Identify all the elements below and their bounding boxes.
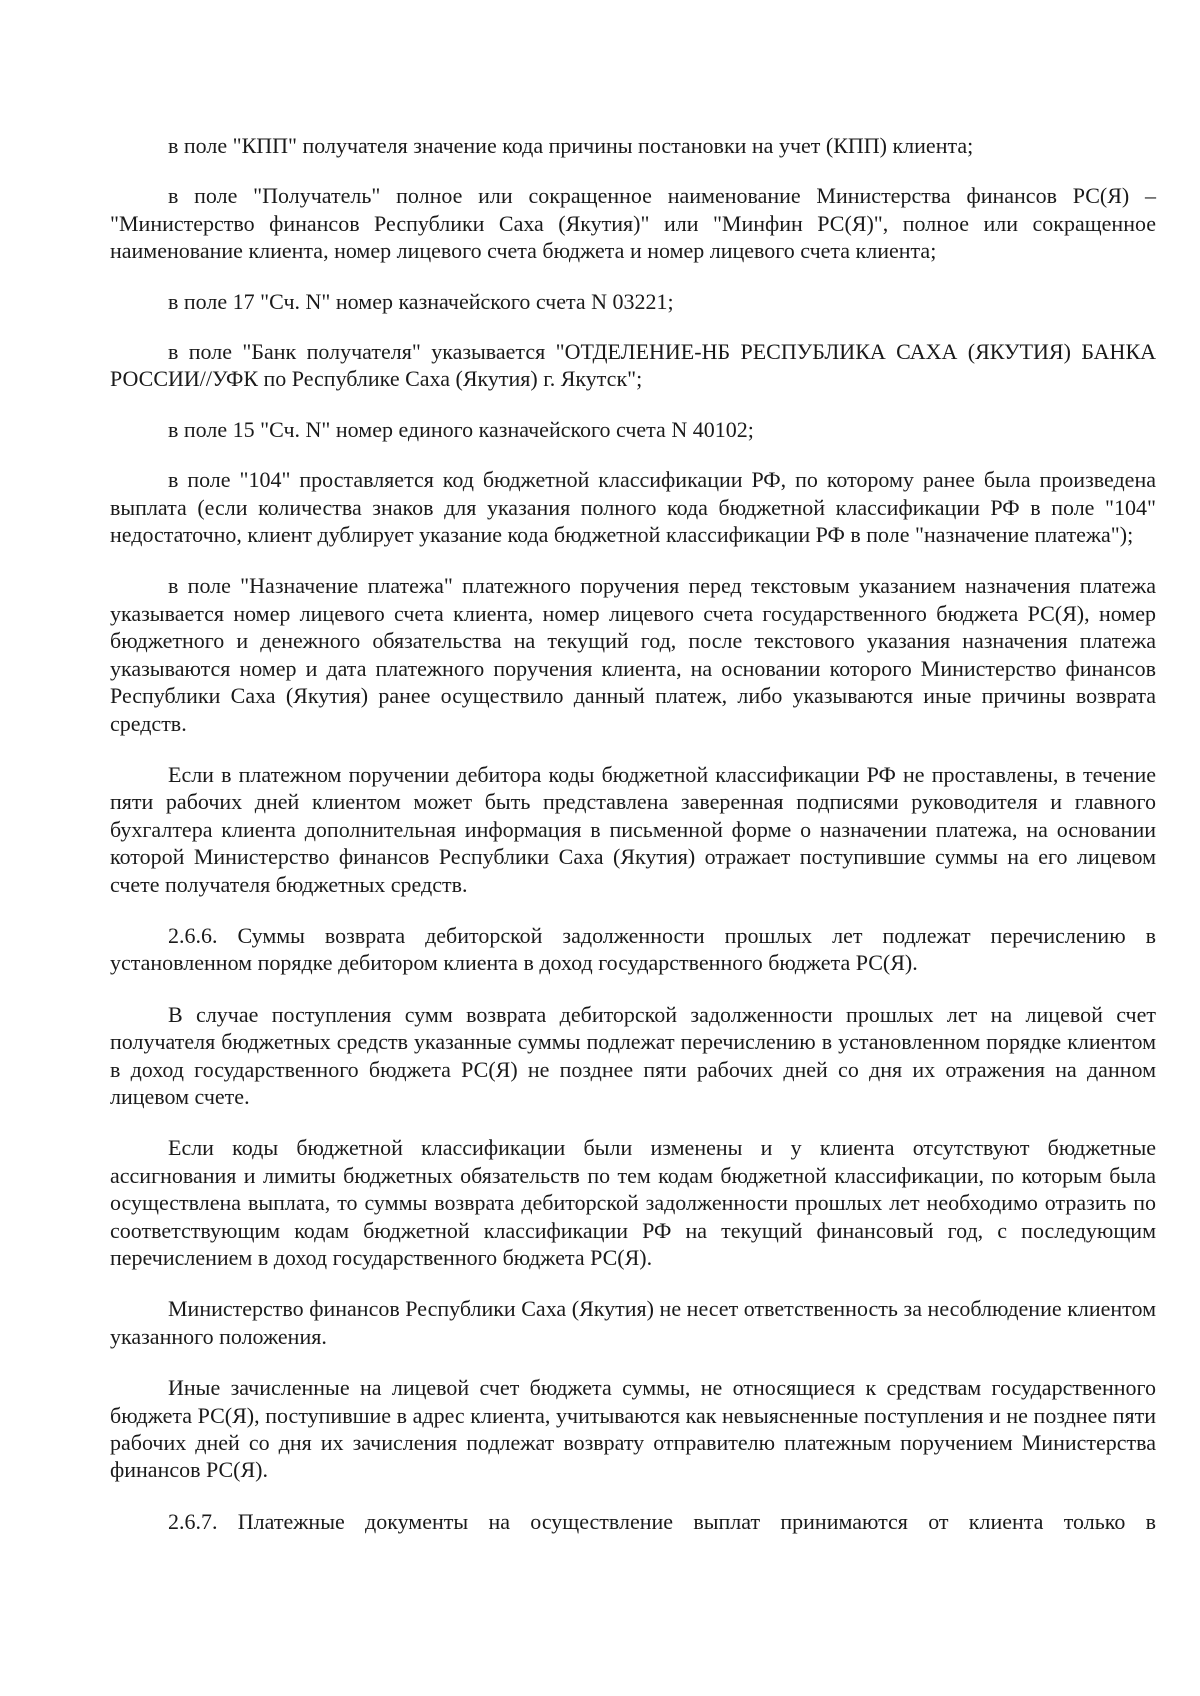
paragraph-field-104: в поле "104" проставляется код бюджетной классификации РФ, по которому ранее была произведена выплата (если количества знаков для указания полного кода бюджетной классификации РФ в поле "104" недостаточно, клиент дублирует указание кода бюджетной классификации РФ в поле "назначение платежа"); — [110, 467, 1156, 548]
paragraph-recipient-bank: в поле "Банк получателя" указывается "ОТДЕЛЕНИЕ-НБ РЕСПУБЛИКА САХА (ЯКУТИЯ) БАНКА РОССИИ//УФК по Республике Саха (Якутия) г. Якутск"; — [110, 339, 1156, 392]
paragraph-responsibility: Министерство финансов Республики Саха (Якутия) не несет ответственность за несоблюдение клиентом указанного положения. — [110, 1296, 1156, 1349]
paragraph-recipient: в поле "Получатель" полное или сокращенное наименование Министерства финансов РС(Я) – "Министерство финансов Республики Саха (Якутия)" или "Минфин РС(Я)", полное или сокращенное наименование клиента, номер лицевого счета бюджета и номер лицевого счета клиента; — [110, 183, 1156, 264]
paragraph-changed-codes: Если коды бюджетной классификации были изменены и у клиента отсутствуют бюджетные ассигнования и лимиты бюджетных обязательств по тем кодам бюджетной классификации, по которым была осуществлена выплата, то суммы возврата дебиторской задолженности прошлых лет необходимо отразить по соответствующим кодам бюджетной классификации РФ на текущий финансовый год, с последующим перечислением в доход государственного бюджета РС(Я). — [110, 1135, 1156, 1270]
paragraph-2-6-6: 2.6.6. Суммы возврата дебиторской задолженности прошлых лет подлежат перечислению в установленном порядке дебитором клиента в доход государственного бюджета РС(Я). — [110, 922, 1156, 976]
paragraph-receivables-return: В случае поступления сумм возврата дебиторской задолженности прошлых лет на лицевой счет получателя бюджетных средств указанные суммы подлежат перечислению в установленном порядке клиентом в доход государственного бюджета РС(Я) не позднее пяти рабочих дней со дня их отражения на данном лицевом счете. — [110, 1001, 1156, 1109]
paragraph-2-6-7: 2.6.7. Платежные документы на осуществление выплат принимаются от клиента только в — [168, 1508, 1156, 1534]
paragraph-kpp: в поле "КПП" получателя значение кода причины постановки на учет (КПП) клиента; — [168, 133, 974, 158]
document-body — [110, 132, 1156, 1535]
paragraph-field-17: в поле 17 "Сч. N" номер казначейского счета N 03221; — [168, 288, 674, 314]
paragraph-field-15: в поле 15 "Сч. N" номер единого казначейского счета N 40102; — [168, 416, 754, 442]
paragraph-payment-purpose: в поле "Назначение платежа" платежного поручения перед текстовым указанием назначения платежа указывается номер лицевого счета клиента, номер лицевого счета государственного бюджета РС(Я), номер бюджетного и денежного обязательства на текущий год, после текстового указания назначения платежа указываются номер и дата платежного поручения клиента, на основании которого Министерство финансов Республики Саха (Якутия) ранее осуществило данный платеж, либо указываются иные причины возврата средств. — [110, 573, 1156, 736]
paragraph-other-sums: Иные зачисленные на лицевой счет бюджета суммы, не относящиеся к средствам государственного бюджета РС(Я), поступившие в адрес клиента, учитываются как невыясненные поступления и не позднее пяти рабочих дней со дня их зачисления подлежат возврату отправителю платежным поручением Министерства финансов РС(Я). — [110, 1375, 1156, 1483]
paragraph-missing-codes: Если в платежном поручении дебитора коды бюджетной классификации РФ не проставлены, в течение пяти рабочих дней клиентом может быть представлена заверенная подписями руководителя и главного бухгалтера клиента дополнительная информация в письменной форме о назначении платежа, на основании которой Министерство финансов Республики Саха (Якутия) отражает поступившие суммы на его лицевом счете получателя бюджетных средств. — [110, 761, 1156, 897]
